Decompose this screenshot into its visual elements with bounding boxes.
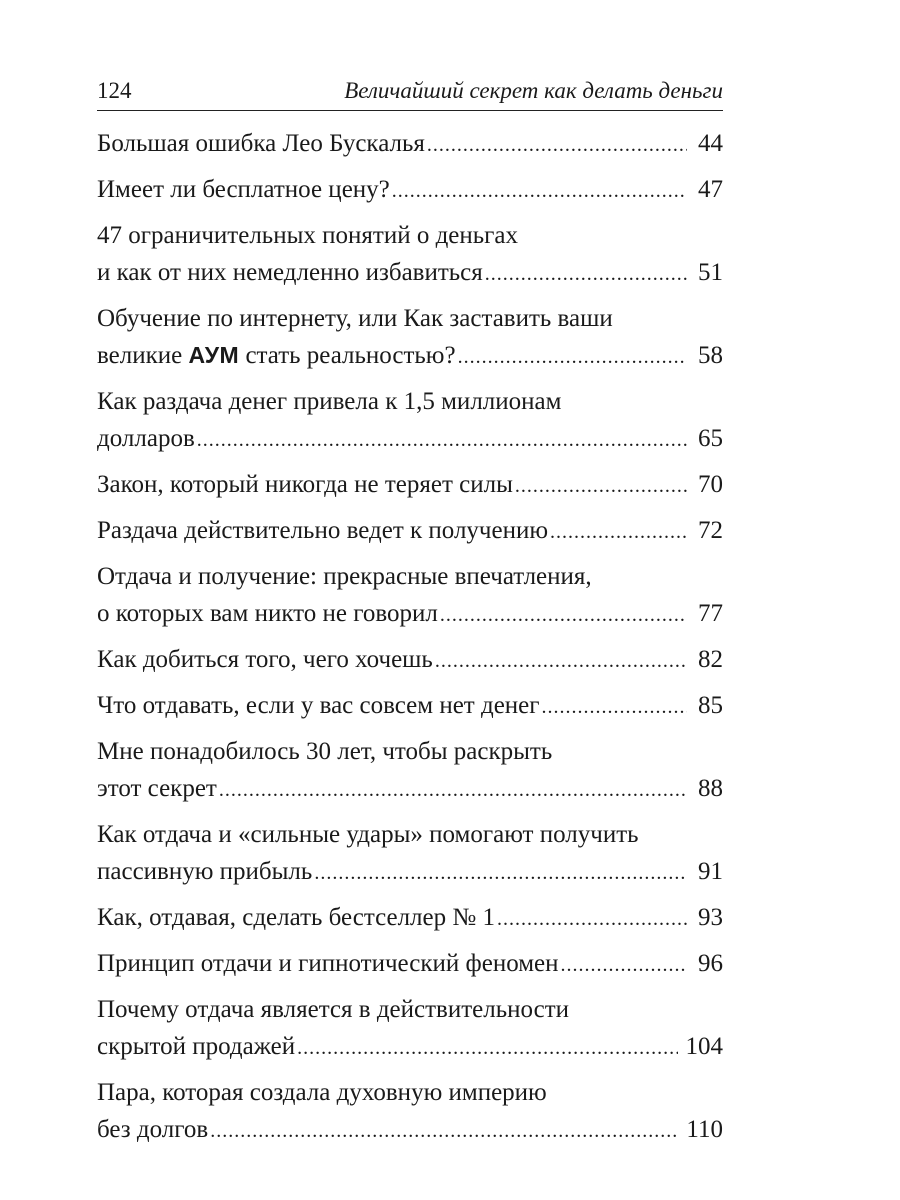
dot-leader	[456, 339, 687, 376]
toc-entry-page: 47	[698, 176, 723, 203]
toc-entry-page: 70	[698, 471, 723, 498]
dot-leader	[540, 689, 687, 726]
toc-entry-title-line1: Как отдача и «сильные удары» помогают получить	[97, 821, 639, 848]
dot-leader	[195, 422, 687, 459]
toc-entry	[97, 991, 723, 1067]
toc-entry-title: Имеет ли бесплатное цену?	[97, 176, 390, 203]
toc-entry-title-post: стать реальностью?	[239, 342, 456, 369]
toc-entry-title-line2: о которых вам никто не говорил	[97, 600, 438, 627]
toc-entry-page: 91	[698, 858, 723, 885]
toc-entry-title-line1: Отдача и получение: прекрасные впечатления,	[97, 563, 592, 590]
book-page	[97, 70, 723, 1157]
toc-entry-title: Закон, который никогда не теряет силы	[97, 471, 513, 498]
aum-bold-word: АУМ	[188, 342, 240, 368]
toc-entry-title-pre: великие	[97, 342, 189, 369]
toc-entry	[97, 1074, 723, 1150]
toc-entry	[97, 300, 723, 376]
toc-entry-title-line2: пассивную прибыль	[97, 858, 313, 885]
toc-entry-title-line1: Как раздача денег привела к 1,5 миллионам	[97, 388, 562, 415]
dot-leader	[548, 514, 687, 551]
toc-entry	[97, 466, 723, 505]
toc-entry-title-line2	[97, 337, 456, 374]
toc-entry-page: 88	[698, 775, 723, 802]
toc-entry-title: Принцип отдачи и гипнотический феномен	[97, 950, 559, 977]
page-number: 124	[97, 78, 132, 103]
toc-entry-page: 104	[685, 1033, 723, 1060]
dot-leader	[217, 772, 687, 809]
toc-entry-page: 82	[698, 646, 723, 673]
toc-entry-title: Большая ошибка Лео Бускалья	[97, 130, 425, 157]
toc-entry	[97, 945, 723, 984]
toc-entry-title: Как добиться того, чего хочешь	[97, 646, 433, 673]
toc-entry-title: Раздача действительно ведет к получению	[97, 517, 549, 544]
toc-entry	[97, 899, 723, 938]
toc-entry	[97, 687, 723, 726]
toc-entry-title-line1: 47 ограничительных понятий о деньгах	[97, 222, 519, 249]
toc-entry	[97, 733, 723, 809]
toc-entry-title: Как, отдавая, сделать бестселлер № 1	[97, 904, 495, 931]
toc-entry-title-line1: Почему отдача является в действительности	[97, 996, 570, 1023]
dot-leader	[559, 947, 687, 984]
dot-leader	[208, 1113, 678, 1150]
toc-entry-title-line2: долларов	[97, 425, 195, 452]
dot-leader	[483, 256, 687, 293]
dot-leader	[433, 643, 687, 680]
toc-entry	[97, 171, 723, 210]
toc-entry	[97, 512, 723, 551]
table-of-contents	[97, 125, 723, 1150]
toc-entry-page: 65	[698, 425, 723, 452]
toc-entry	[97, 641, 723, 680]
book-title: Величайший секрет как делать деньги	[344, 78, 723, 103]
toc-entry	[97, 816, 723, 892]
running-head	[97, 70, 723, 111]
toc-entry-page: 72	[698, 517, 723, 544]
toc-entry-title-line1: Мне понадобилось 30 лет, чтобы раскрыть	[97, 738, 553, 765]
dot-leader	[390, 173, 687, 210]
dot-leader	[312, 855, 687, 892]
toc-entry-title-line2: без долгов	[97, 1116, 209, 1143]
toc-entry-page: 58	[698, 342, 723, 369]
toc-entry	[97, 217, 723, 293]
toc-entry-title-line2: этот секрет	[97, 775, 217, 802]
toc-entry-page: 77	[698, 600, 723, 627]
toc-entry-page: 51	[698, 259, 723, 286]
toc-entry	[97, 125, 723, 164]
dot-leader	[495, 901, 687, 938]
toc-entry-title-line2: скрытой продажей	[97, 1033, 296, 1060]
toc-entry-page: 110	[686, 1116, 723, 1143]
toc-entry-page: 85	[698, 692, 723, 719]
dot-leader	[425, 127, 687, 164]
toc-entry-title-line1: Обучение по интернету, или Как заставить ваши	[97, 305, 613, 332]
dot-leader	[295, 1030, 677, 1067]
toc-entry	[97, 558, 723, 634]
toc-entry-title: Что отдавать, если у вас совсем нет денег	[97, 692, 540, 719]
toc-entry-page: 96	[698, 950, 723, 977]
toc-entry	[97, 383, 723, 459]
dot-leader	[513, 468, 687, 505]
toc-entry-title-line2: и как от них немедленно избавиться	[97, 259, 483, 286]
toc-entry-page: 44	[698, 130, 723, 157]
toc-entry-title-line1: Пара, которая создала духовную империю	[97, 1079, 547, 1106]
toc-entry-page: 93	[698, 904, 723, 931]
dot-leader	[438, 597, 687, 634]
